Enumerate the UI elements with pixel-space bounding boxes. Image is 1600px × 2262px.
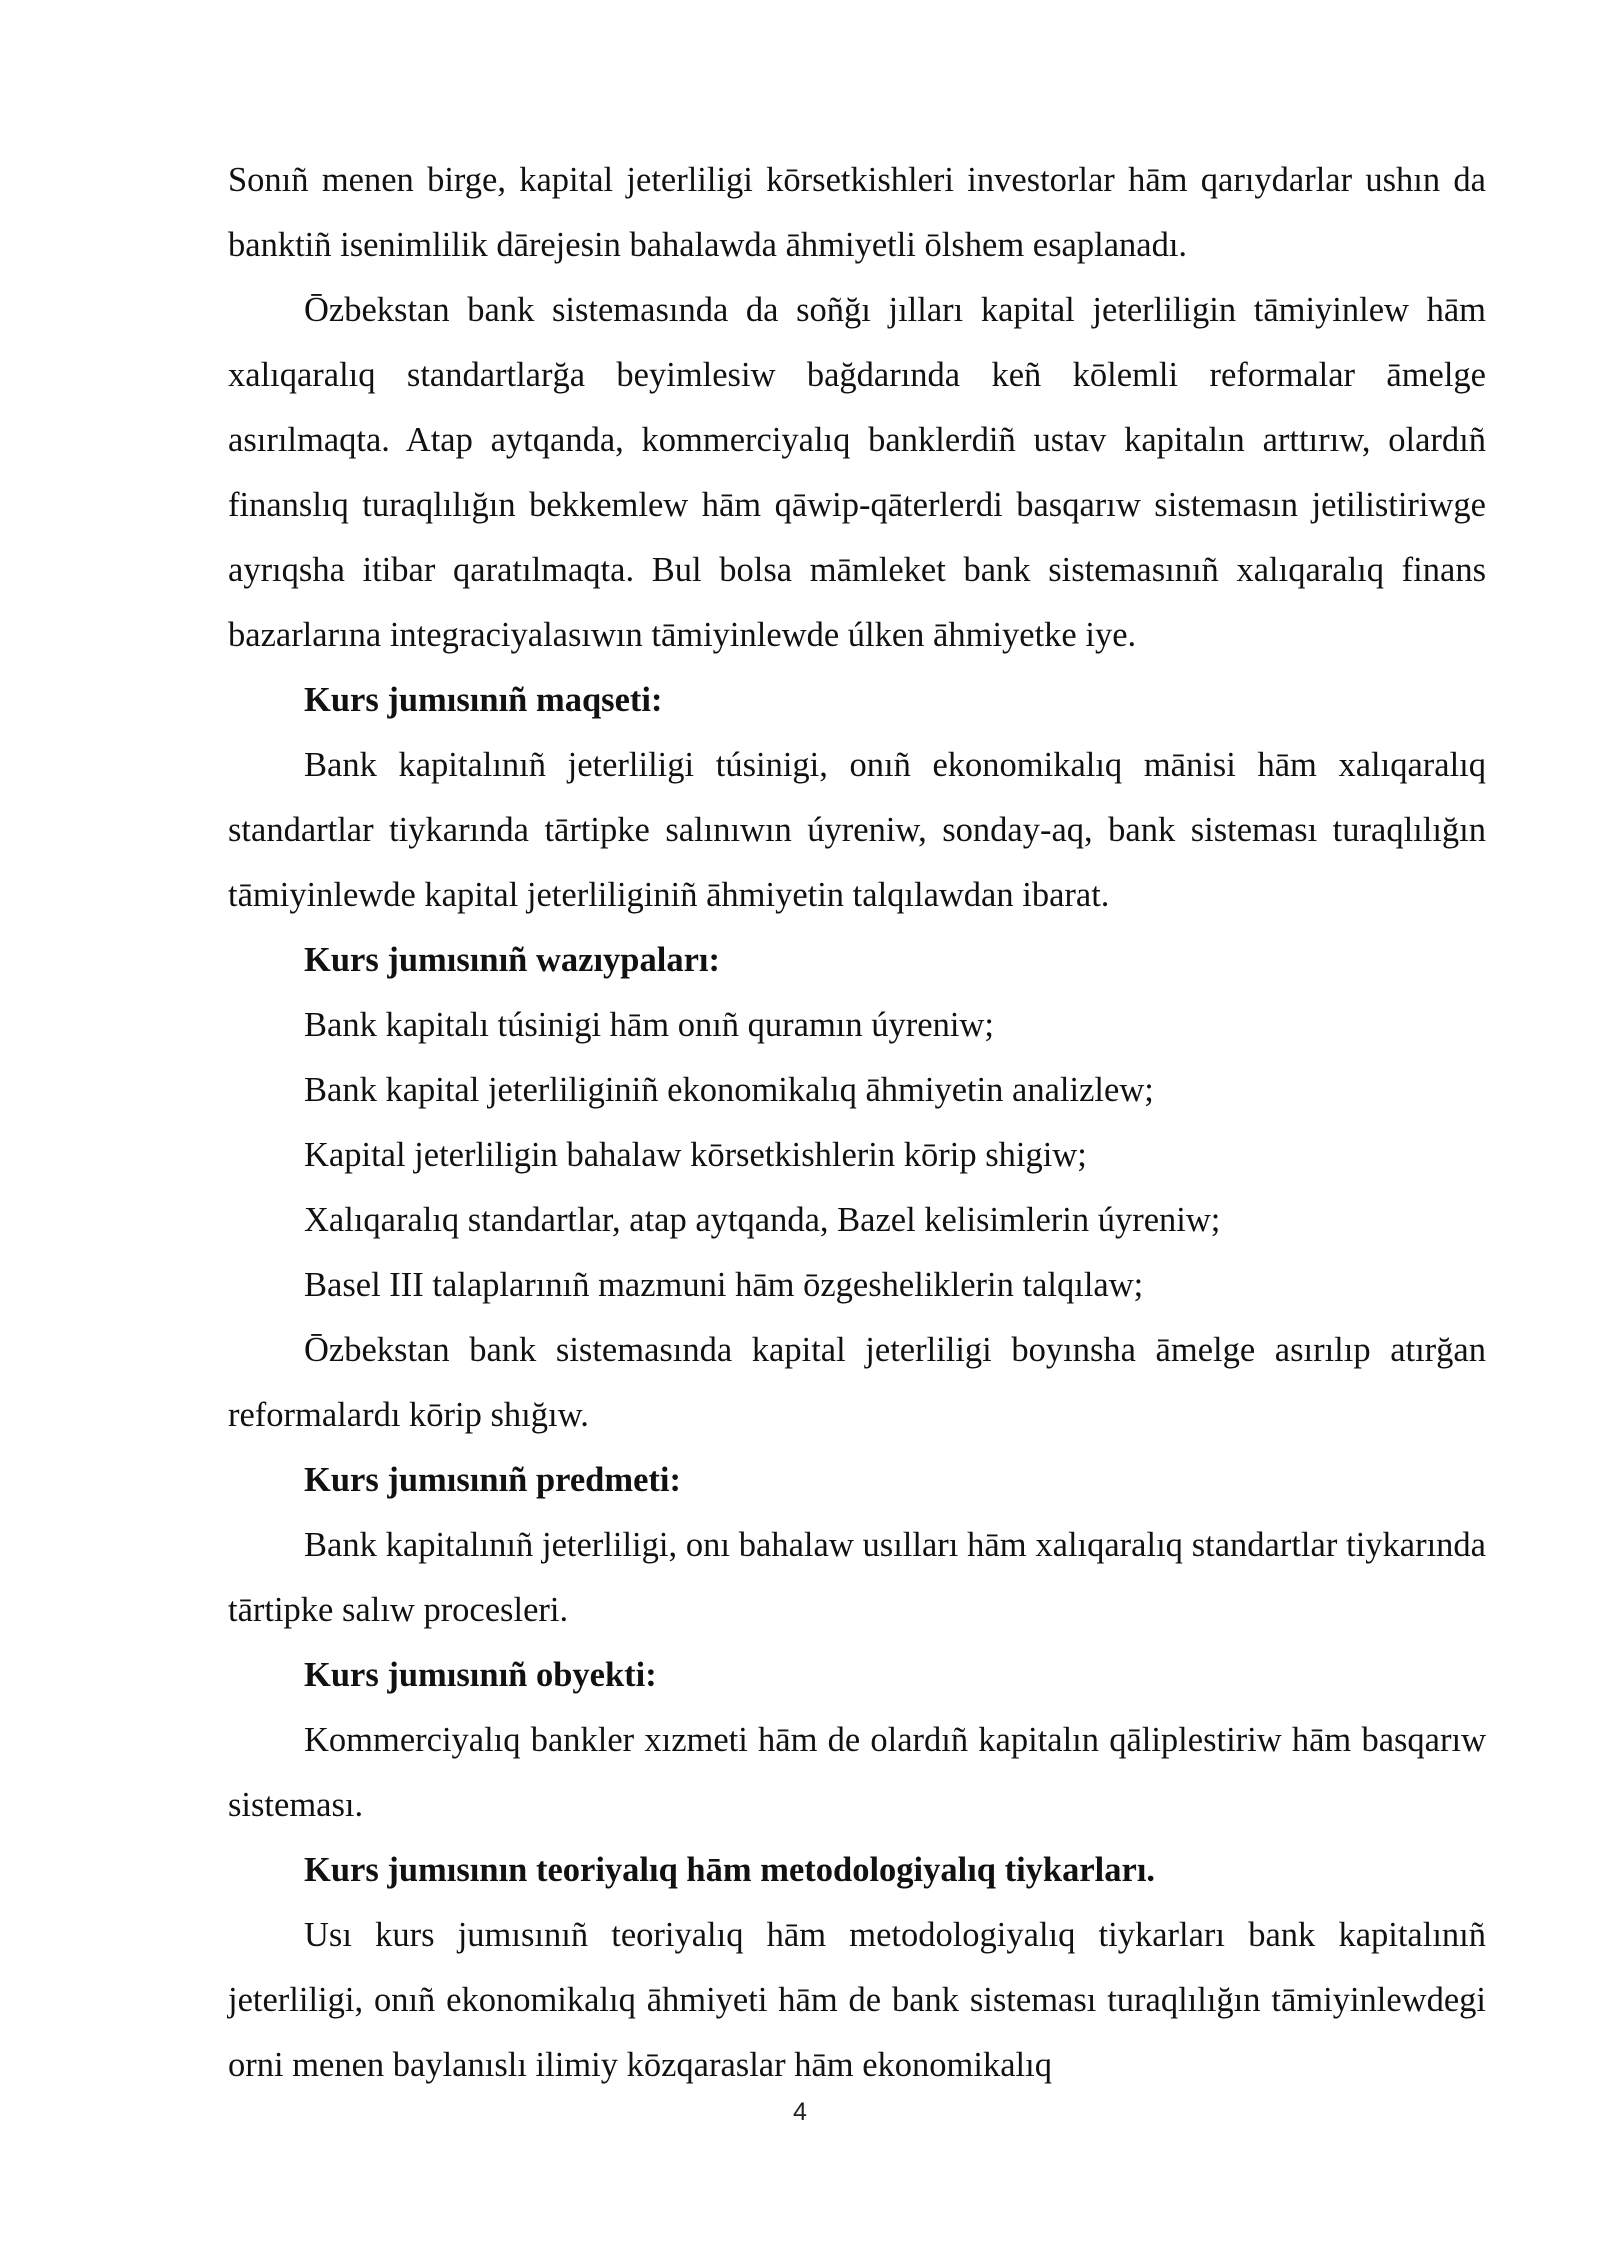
paragraph-goal: Bank kapitalınıñ jeterliligi túsinigi, onıñ ekonomikalıq mānisi hām xalıqaralıq standartlar tiykarında tārtipke salınıwın úyreniw, sonday-aq, bank sisteması turaqlılığın tāmiyinlewde kapital jeterliliginiñ āhmiyetin talqılawdan ibarat.: [228, 746, 1486, 914]
paragraph-uzbekistan-reforms: Ōzbekstan bank sistemasında da soñğı jılları kapital jeterliligin tāmiyinlew hām xalıqaralıq standartlarğa beyimlesiw bağdarında keñ kōlemli reformalar āmelge asırılmaqta. Atap aytqanda, kommerciyalıq banklerdiñ ustav kapitalın arttırıw, olardıñ finanslıq turaqlılığın bekkemlew hām qāwip-qāterlerdi basqarıw sistemasın jetilistiriwge ayrıqsha itibar qaratılmaqta. Bul bolsa māmleket bank sistemasınıñ xalıqaralıq finans bazarlarına integraciyalasıwın tāmiyinlewde úlken āhmiyetke iye.: [228, 291, 1486, 654]
heading-object: Kurs jumısınıñ obyekti:: [304, 1656, 657, 1694]
heading-goal: Kurs jumısınıñ maqseti:: [304, 681, 663, 719]
task-item: Bank kapitalı túsinigi hām onıñ quramın úyreniw;: [304, 1006, 994, 1044]
heading-tasks: Kurs jumısınıñ wazıypaları:: [304, 941, 720, 979]
task-item: Ōzbekstan bank sistemasında kapital jeterliligi boyınsha āmelge asırılıp atırğan reformalardı kōrip shığıw.: [228, 1331, 1486, 1434]
task-item: Xalıqaralıq standartlar, atap aytqanda, Bazel kelisimlerin úyreniw;: [304, 1201, 1221, 1239]
page-number: 4: [793, 2098, 807, 2126]
task-item: Bank kapital jeterliliginiñ ekonomikalıq āhmiyetin analizlew;: [304, 1071, 1154, 1109]
paragraph-intro-continuation: Sonıñ menen birge, kapital jeterliligi kōrsetkishleri investorlar hām qarıydarlar ushın da banktiñ isenimlilik dārejesin bahalawda āhmiyetli ōlshem esaplanadı.: [228, 161, 1486, 264]
task-item: Basel III talaplarınıñ mazmuni hām ōzgesheliklerin talqılaw;: [304, 1266, 1144, 1304]
paragraph-subject: Bank kapitalınıñ jeterliligi, onı bahalaw usılları hām xalıqaralıq standartlar tiykarında tārtipke salıw procesleri.: [228, 1526, 1486, 1629]
heading-theory: Kurs jumısının teoriyalıq hām metodologiyalıq tiykarları.: [304, 1851, 1156, 1889]
paragraph-object: Kommerciyalıq bankler xızmeti hām de olardıñ kapitalın qāliplestiriw hām basqarıw sisteması.: [228, 1721, 1486, 1824]
paragraph-theory: Usı kurs jumısınıñ teoriyalıq hām metodologiyalıq tiykarları bank kapitalınıñ jeterliligi, onıñ ekonomikalıq āhmiyeti hām de bank sisteması turaqlılığın tāmiyinlewdegi orni menen baylanıslı ilimiy kōzqaraslar hām ekonomikalıq: [228, 1916, 1486, 2084]
heading-subject: Kurs jumısınıñ predmeti:: [304, 1461, 681, 1499]
document-page-body: [228, 148, 1486, 2098]
task-item: Kapital jeterliligin bahalaw kōrsetkishlerin kōrip shigiw;: [304, 1136, 1087, 1174]
